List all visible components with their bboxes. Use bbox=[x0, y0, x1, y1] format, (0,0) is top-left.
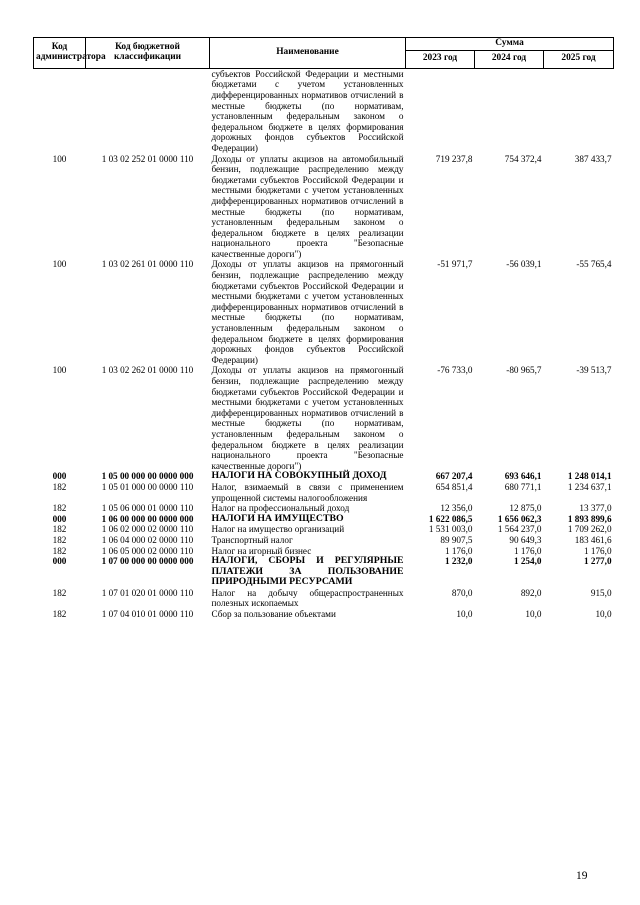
cell-sum-2024: 90 649,3 bbox=[509, 534, 542, 545]
cell-sum-2025: 1 176,0 bbox=[583, 545, 612, 556]
cell-sum-2023: -51 971,7 bbox=[437, 259, 473, 270]
cell-name: Налог, взимаемый в связи с применением упрощенной системы налогообложения bbox=[211, 481, 404, 503]
cell-sum-2023: -76 733,0 bbox=[437, 365, 473, 376]
cell-admin-code: 182 bbox=[52, 524, 67, 535]
cell-budget-code: 1 05 01 000 00 0000 110 bbox=[101, 481, 194, 492]
cell-name: Налог на профессиональный доход bbox=[211, 503, 350, 514]
cell-sum-2024: 680 771,1 bbox=[504, 481, 542, 492]
budget-table bbox=[33, 37, 614, 620]
table-row bbox=[34, 588, 614, 609]
cell-sum-2023: 1 232,0 bbox=[444, 556, 473, 567]
cell-sum-2023: 667 207,4 bbox=[435, 471, 473, 482]
cell-budget-code: 1 07 00 000 00 0000 000 bbox=[101, 556, 194, 567]
cell-sum-2024: 12 875,0 bbox=[509, 503, 542, 514]
cell-name: Доходы от уплаты акцизов на прямогонный бензин, подлежащие распределению между бюджетами субъектов Российской Федерации и местными бюджетами с учетом установленных дифференцированных нормативов отчислений в местные бюджеты (по нормативам, установленным федеральным законом о федеральном бюджете в целях формирования дорожных фондов субъектов Российской Федерации) bbox=[211, 259, 404, 365]
cell-budget-code: 1 06 04 000 02 0000 110 bbox=[101, 534, 194, 545]
header-year-2024: 2024 год bbox=[475, 50, 544, 68]
cell-budget-code: 1 06 02 000 02 0000 110 bbox=[101, 524, 194, 535]
cell-name: Налог на добычу общераспространенных полезных ископаемых bbox=[211, 587, 404, 609]
cell-sum-2023: 1 622 086,5 bbox=[428, 513, 473, 524]
cell-sum-2025: 1 893 899,6 bbox=[567, 513, 612, 524]
cell-sum-2023: 10,0 bbox=[456, 609, 473, 620]
header-year-2025: 2025 год bbox=[544, 50, 614, 68]
cell-sum-2023: 870,0 bbox=[451, 587, 473, 598]
cell-sum-2025: 13 377,0 bbox=[579, 503, 612, 514]
cell-budget-code: 1 07 01 020 01 0000 110 bbox=[101, 587, 194, 598]
cell-sum-2025: -39 513,7 bbox=[576, 365, 612, 376]
cell-name: субъектов Российской Федерации и местными бюджетами с учетом установленных дифференцированных нормативов отчислений в местные бюджеты (по нормативам, установленным федеральным законом о федеральном бюджете в целях формирования дорожных фондов субъектов Российской Федерации) bbox=[211, 68, 404, 153]
cell-sum-2024: 892,0 bbox=[520, 587, 542, 598]
table-row bbox=[34, 535, 614, 546]
table-header bbox=[34, 38, 614, 69]
table-body bbox=[34, 68, 614, 619]
cell-budget-code bbox=[86, 68, 210, 153]
cell-admin-code bbox=[34, 68, 86, 153]
header-admin-code: Код администратора bbox=[34, 38, 86, 69]
cell-sum-2023: 12 356,0 bbox=[440, 503, 473, 514]
page-number: 19 bbox=[576, 870, 588, 882]
cell-admin-code: 182 bbox=[52, 534, 67, 545]
cell-name: Доходы от уплаты акцизов на автомобильный бензин, подлежащие распределению между бюджетами субъектов Российской Федерации и местными бюджетами с учетом установленных дифференцированных нормативов отчислений в местные бюджеты (по нормативам, установленным федеральным законом о федеральном бюджете в целях реализации национального проекта "Безопасные качественные дороги") bbox=[211, 153, 404, 259]
cell-budget-code: 1 03 02 262 01 0000 110 bbox=[101, 365, 194, 376]
cell-name: НАЛОГИ, СБОРЫ И РЕГУЛЯРНЫЕ ПЛАТЕЖИ ЗА ПОЛЬЗОВАНИЕ ПРИРОДНЫМИ РЕСУРСАМИ bbox=[211, 555, 404, 588]
cell-sum-2023: 719 237,8 bbox=[435, 153, 473, 164]
cell-sum-2025 bbox=[544, 68, 614, 153]
cell-sum-2024: 1 564 237,0 bbox=[497, 524, 542, 535]
header-year-2023: 2023 год bbox=[406, 50, 475, 68]
document-page bbox=[33, 37, 613, 620]
cell-sum-2025: 1 277,0 bbox=[583, 556, 612, 567]
cell-sum-2024: 10,0 bbox=[525, 609, 542, 620]
table-row bbox=[34, 154, 614, 260]
cell-sum-2024: 754 372,4 bbox=[504, 153, 542, 164]
cell-sum-2025: 915,0 bbox=[590, 587, 612, 598]
cell-budget-code: 1 06 05 000 02 0000 110 bbox=[101, 545, 194, 556]
cell-admin-code: 182 bbox=[52, 503, 67, 514]
cell-sum-2023: 1 531 003,0 bbox=[428, 524, 473, 535]
table-row bbox=[34, 609, 614, 620]
cell-admin-code: 182 bbox=[52, 481, 67, 492]
table-row bbox=[34, 365, 614, 471]
cell-budget-code: 1 06 00 000 00 0000 000 bbox=[101, 513, 194, 524]
cell-budget-code: 1 03 02 261 01 0000 110 bbox=[101, 259, 194, 270]
cell-sum-2025: 183 461,6 bbox=[574, 534, 612, 545]
cell-sum-2024: 1 254,0 bbox=[513, 556, 542, 567]
cell-budget-code: 1 07 04 010 01 0000 110 bbox=[101, 609, 194, 620]
cell-admin-code: 100 bbox=[52, 153, 67, 164]
table-row bbox=[34, 471, 614, 482]
cell-sum-2025: 1 234 637,1 bbox=[567, 481, 612, 492]
table-row bbox=[34, 482, 614, 503]
cell-sum-2024: 1 656 062,3 bbox=[497, 513, 542, 524]
cell-sum-2025: -55 765,4 bbox=[576, 259, 612, 270]
table-row bbox=[34, 68, 614, 153]
cell-name: НАЛОГИ НА ИМУЩЕСТВО bbox=[211, 512, 344, 524]
cell-sum-2025: 1 248 014,1 bbox=[567, 471, 612, 482]
cell-sum-2023 bbox=[406, 68, 475, 153]
cell-name: Налог на имущество организаций bbox=[211, 524, 345, 535]
table-row bbox=[34, 556, 614, 588]
cell-name: НАЛОГИ НА СОВОКУПНЫЙ ДОХОД bbox=[211, 470, 387, 482]
cell-name: Сбор за пользование объектами bbox=[211, 609, 336, 620]
cell-name: Транспортный налог bbox=[211, 534, 293, 545]
cell-sum-2025: 1 709 262,0 bbox=[567, 524, 612, 535]
cell-sum-2023: 89 907,5 bbox=[440, 534, 473, 545]
table-row bbox=[34, 524, 614, 535]
cell-budget-code: 1 05 00 000 00 0000 000 bbox=[101, 471, 194, 482]
cell-admin-code: 100 bbox=[52, 365, 67, 376]
cell-name: Доходы от уплаты акцизов на прямогонный бензин, подлежащие распределению между бюджетами субъектов Российской Федерации и местными бюджетами с учетом установленных дифференцированных нормативов отчислений в местные бюджеты (по нормативам, установленным федеральным законом о федеральном бюджете в целях реализации национального проекта "Безопасные качественные дороги") bbox=[211, 365, 404, 471]
cell-sum-2024: -80 965,7 bbox=[506, 365, 542, 376]
cell-admin-code: 100 bbox=[52, 259, 67, 270]
table-row bbox=[34, 259, 614, 365]
cell-admin-code: 182 bbox=[52, 609, 67, 620]
cell-sum-2024 bbox=[475, 68, 544, 153]
cell-sum-2024: 1 176,0 bbox=[513, 545, 542, 556]
cell-sum-2024: -56 039,1 bbox=[506, 259, 542, 270]
cell-sum-2025: 10,0 bbox=[595, 609, 612, 620]
table-row bbox=[34, 514, 614, 525]
cell-admin-code: 000 bbox=[52, 513, 67, 524]
cell-sum-2023: 1 176,0 bbox=[444, 545, 473, 556]
cell-budget-code: 1 05 06 000 01 0000 110 bbox=[101, 503, 194, 514]
cell-sum-2023: 654 851,4 bbox=[435, 481, 473, 492]
cell-admin-code: 182 bbox=[52, 545, 67, 556]
header-name: Наименование bbox=[210, 38, 406, 69]
cell-admin-code: 182 bbox=[52, 587, 67, 598]
cell-sum-2025: 387 433,7 bbox=[574, 153, 612, 164]
cell-admin-code: 000 bbox=[52, 556, 67, 567]
cell-admin-code: 000 bbox=[52, 471, 67, 482]
header-sum: Сумма bbox=[406, 38, 614, 51]
header-budget-code: Код бюджетной классификации bbox=[86, 38, 210, 69]
cell-budget-code: 1 03 02 252 01 0000 110 bbox=[101, 153, 194, 164]
cell-sum-2024: 693 646,1 bbox=[504, 471, 542, 482]
cell-name: Налог на игорный бизнес bbox=[211, 545, 312, 556]
